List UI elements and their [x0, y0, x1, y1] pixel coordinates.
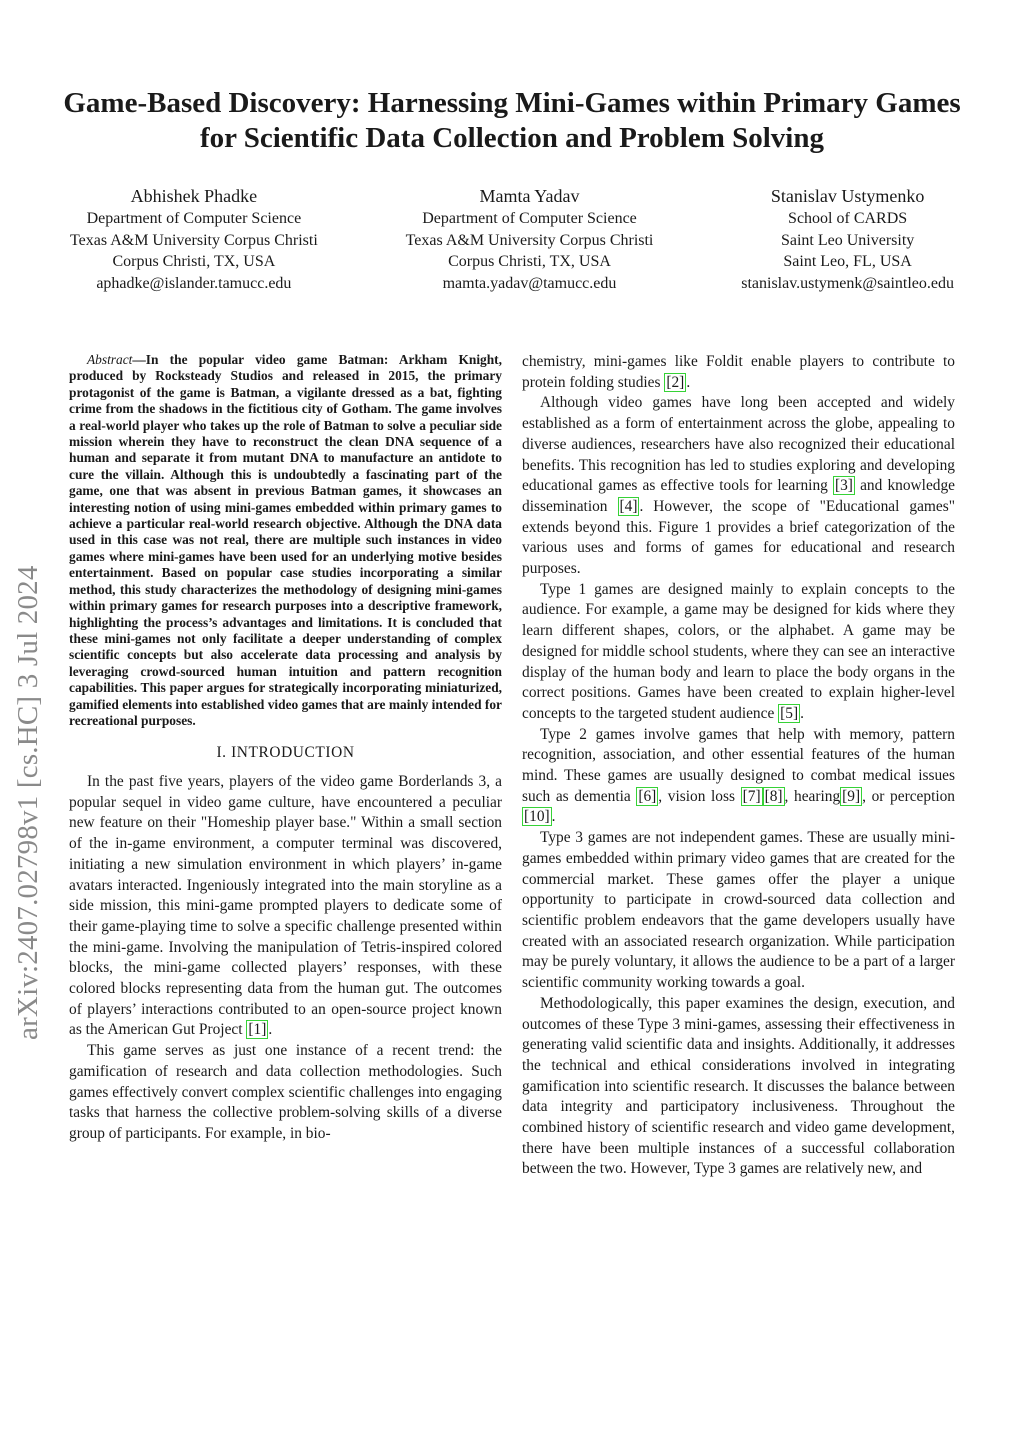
- arxiv-stamp: arXiv:2407.02798v1 [cs.HC] 3 Jul 2024: [12, 565, 44, 1040]
- abstract-label: Abstract: [87, 352, 133, 367]
- left-column: [69, 352, 502, 1145]
- right-column: [522, 352, 955, 1180]
- paragraph-text: .: [800, 704, 804, 722]
- paragraph-text: .: [551, 808, 556, 826]
- citation-link[interactable]: [9]: [842, 787, 861, 805]
- author-dept: School of CARDS: [788, 210, 908, 227]
- author-location: Saint Leo, FL, USA: [783, 253, 912, 270]
- author-location: Corpus Christi, TX, USA: [112, 253, 276, 270]
- author-name: Stanislav Ustymenko: [770, 186, 925, 206]
- intro-paragraph-1: [69, 772, 502, 1041]
- paragraph-text: . However, the scope of "Educational games" extends beyond this. Figure 1 provides a brief categorization of the various uses and forms of games for educational and research purposes.: [522, 497, 955, 578]
- intro-paragraph-3: [522, 393, 955, 579]
- paragraph-text: Methodologically, this paper examines the design, execution, and outcomes of these Type 3 mini-games, assessing their effectiveness in generating valid scientific data and insights. Additionally, it addresses the technical and ethical considerations involved in integrating gamification into scientific research. It discusses the balance between data integrity and participatory inclusiveness. Throughout the combined history of scientific research and video game development, there have been multiple instances of a successful collaboration between the two. However, Type 3 games are relatively new, and: [522, 994, 955, 1178]
- paragraph-text: This game serves as just one instance of a recent trend: the gamification of research and data collection methodologies. Such games effectively convert complex scientific challenges into engaging tasks that harness the collective problem-solving skills of a diverse group of participants. For example, in bio-: [69, 1042, 502, 1142]
- author-location: Corpus Christi, TX, USA: [448, 253, 611, 270]
- author-org: Texas A&M University Corpus Christi: [70, 231, 318, 249]
- citation-link[interactable]: [10]: [524, 808, 550, 826]
- intro-paragraph-methodology: [522, 994, 955, 1180]
- citation-link[interactable]: [5]: [780, 704, 799, 722]
- citation-link[interactable]: [4]: [619, 497, 638, 515]
- intro-paragraph-type2: [522, 725, 955, 829]
- paragraph-text: .: [686, 373, 691, 391]
- author-dept: Department of Computer Science: [86, 210, 302, 227]
- citation-link[interactable]: [2]: [666, 373, 685, 391]
- paragraph-text: and knowledge dissemination: [522, 477, 955, 515]
- author-block: [70, 185, 954, 294]
- section-heading-introduction: I. INTRODUCTION: [216, 744, 355, 762]
- paragraph-text: .: [268, 1021, 273, 1039]
- citation-link[interactable]: [8]: [764, 787, 783, 805]
- citation-link[interactable]: [7]: [742, 787, 761, 805]
- paragraph-text: Type 2 games involve games that help with memory, pattern recognition, association, and other essential features of the human mind. These games are usually designed to combat medical issues such as dementia: [522, 725, 955, 805]
- author-2: [406, 185, 654, 294]
- author-email: aphadke@islander.tamucc.edu: [96, 274, 292, 292]
- author-email: stanislav.ustymenk@saintleo.edu: [741, 274, 954, 292]
- author-dept: Department of Computer Science: [422, 210, 637, 227]
- paragraph-text: , vision loss: [658, 787, 741, 805]
- author-email: mamta.yadav@tamucc.edu: [442, 274, 617, 292]
- abstract-text: —In the popular video game Batman: Arkham Knight, produced by Rocksteady Studios and released in 2015, the primary protagonist of the game is Batman, a vigilante dressed as a bat, fighting crime from the shadows in the fictitious city of Gotham. The game involves a real-world player who takes up the role of Batman to solve a peculiar side mission wherein they have to reconstruct the clean DNA sequence of a human and separate it from mutant DNA to manufacture an antidote to cure the villain. Although this is undoubtedly a fascinating part of the game, one that was absent in previous Batman games, it showcases an interesting notion of using mini-games embedded within primary games to achieve a particular real-world research objective. Although the DNA data used in this case was not real, there are multiple such instances in video games where mini-games have been used for an underlying motive besides entertainment. Based on popular case studies incorporating a similar method, this study characterizes the methodology of designing mini-games within primary games for research purposes into a descriptive framework, highlighting the process’s advantages and limitations. It is concluded that these mini-games not only facilitate a deeper understanding of complex scientific concepts but also accelerate data processing and analysis by leveraging crowd-sourced human intuition and pattern recognition capabilities. This paper argues for strategically incorporating miniaturized, gamified elements into established video games that are mainly intended for recreational purposes.: [69, 352, 502, 728]
- intro-paragraph-2-continued: [522, 352, 955, 393]
- author-org: Texas A&M University Corpus Christi: [405, 231, 654, 249]
- author-name: Abhishek Phadke: [130, 186, 258, 206]
- paragraph-text: , hearing: [784, 787, 841, 805]
- abstract: [69, 352, 502, 729]
- paragraph-text: chemistry, mini-games like Foldit enable players to contribute to protein folding studies: [522, 353, 955, 391]
- paragraph-text: Type 3 games are not independent games. These are usually mini-games embedded within primary video games that are created for the commercial market. These games offer the player a unique opportunity to participate in crowd-sourced data collection and scientific problem endeavors that the game developers usually have created with an associated research organization. While participation may be purely voluntary, it allows the audience to be a part of a larger scientific community working towards a goal.: [522, 829, 955, 992]
- citation-link[interactable]: [6]: [638, 787, 657, 805]
- citation-link[interactable]: [3]: [834, 477, 853, 495]
- paragraph-text: Type 1 games are designed mainly to explain concepts to the audience. For example, a game may be designed for kids where they learn different shapes, colors, or the alphabet. A game may be designed for middle school students, where they can see an interactive display of the human body and learn to place the body organs in the correct positions. Games have been created to explain higher-level concepts to the targeted student audience: [522, 580, 955, 722]
- intro-paragraph-type3: [522, 828, 955, 994]
- author-org: Saint Leo University: [780, 231, 915, 249]
- paragraph-text: Although video games have long been accepted and widely established as a form of entertainment across the globe, appealing to diverse audiences, researchers have also recognized their educational benefits. This recognition has led to studies exploring and developing educational games as effective tools for learning: [522, 394, 955, 495]
- intro-paragraph-2: [69, 1041, 502, 1145]
- paper-title: Game-Based Discovery: Harnessing Mini-Games within Primary Games for Scientific Data Collection and Problem Solving: [63, 87, 961, 154]
- paragraph-text: In the past five years, players of the video game Borderlands 3, a popular sequel in video game culture, have encountered a peculiar new feature on their "Homeship player base." Within a small section of the in-game environment, a computer terminal was discovered, initiating a new simulation environment in which players’ in-game avatars interacted. Ingeniously integrated into the main storyline as a side mission, this mini-game prompted players to dedicate some of their game-playing time to solve a specific challenge presented within the mini-game. Involving the manipulation of Tetris-inspired colored blocks, the mini-game collected players’ responses, with these colored blocks representing data from the human gut. The outcomes of players’ interactions contributed to an open-source project known as the American Gut Project: [69, 773, 502, 1039]
- author-name: Mamta Yadav: [479, 186, 580, 206]
- intro-paragraph-type1: [522, 580, 955, 725]
- author-3: [741, 185, 954, 294]
- author-1: [70, 185, 318, 294]
- citation-link[interactable]: [1]: [248, 1021, 267, 1039]
- paragraph-text: , or perception: [862, 787, 956, 805]
